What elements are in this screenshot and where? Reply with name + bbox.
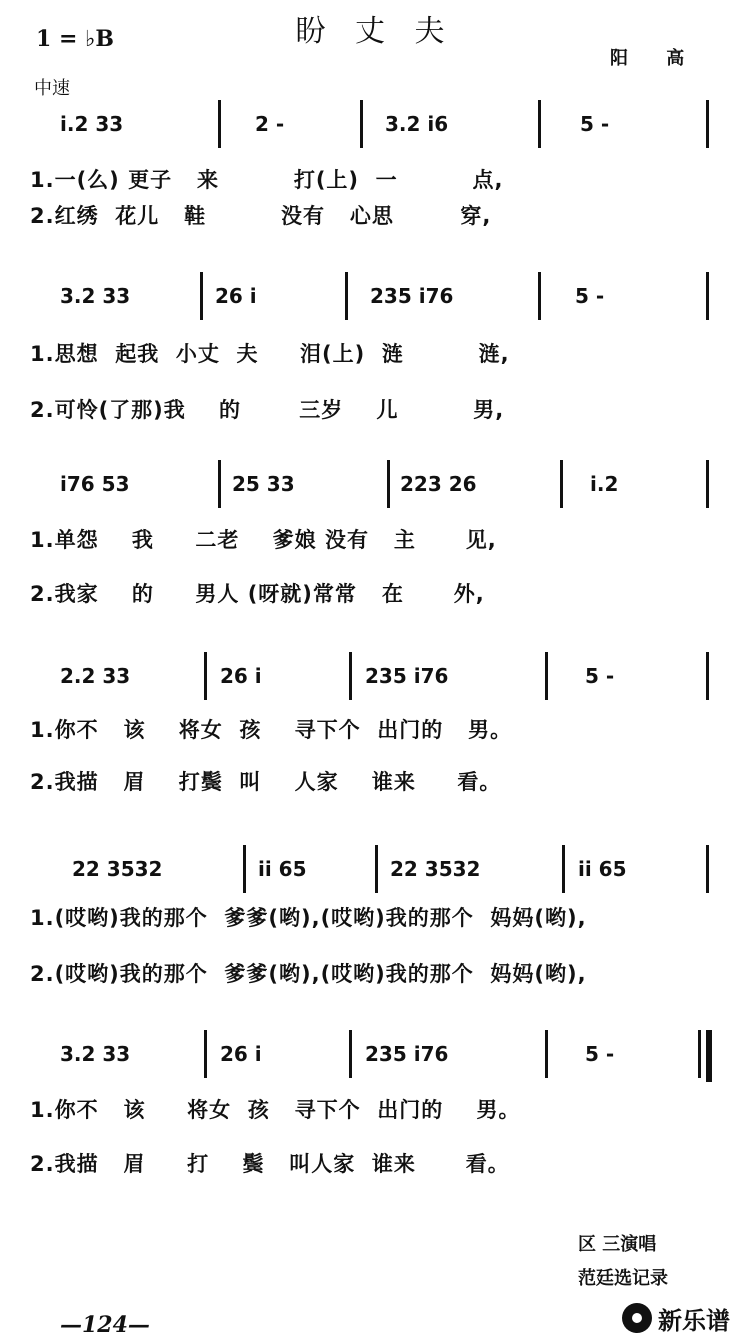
barline xyxy=(538,272,541,320)
barline xyxy=(218,460,221,508)
barline xyxy=(538,100,541,148)
barline xyxy=(200,272,203,320)
measure-1: i76 53 xyxy=(60,472,130,496)
lyric-verse-1: 1.思想 起我 小丈 夫 泪(上) 涟 涟, xyxy=(30,342,510,366)
barline xyxy=(349,652,352,700)
measure-3: 235 i76 xyxy=(365,664,449,688)
measure-4: i.2 xyxy=(590,472,619,496)
measure-2: 2 - xyxy=(255,112,285,136)
barline xyxy=(204,1030,207,1078)
measure-4: 5 - xyxy=(580,112,610,136)
key-signature: 1 = ♭B xyxy=(36,26,115,52)
notation-line xyxy=(0,460,750,520)
measure-1: i.2 33 xyxy=(60,112,124,136)
lyric-verse-2: 2.(哎哟)我的那个 爹爹(哟),(哎哟)我的那个 妈妈(哟), xyxy=(30,962,587,986)
measure-2: 26 i xyxy=(220,664,262,688)
barline xyxy=(345,272,348,320)
barline xyxy=(698,1030,701,1078)
barline xyxy=(706,652,709,700)
barline xyxy=(360,100,363,148)
measure-4: 5 - xyxy=(575,284,605,308)
barline xyxy=(375,845,378,893)
song-origin: 阳 高 xyxy=(610,48,701,69)
measure-4: ii 65 xyxy=(578,857,627,881)
recorder-credit: 范廷选记录 xyxy=(578,1268,668,1289)
song-title: 盼 丈 夫 xyxy=(295,14,455,49)
barline xyxy=(706,460,709,508)
barline xyxy=(706,272,709,320)
lyric-verse-2: 2.可怜(了那)我 的 三岁 儿 男, xyxy=(30,398,505,422)
final-barline xyxy=(706,1030,712,1082)
notation-line xyxy=(0,100,750,160)
measure-3: 235 i76 xyxy=(370,284,454,308)
notation-line xyxy=(0,845,750,905)
barline xyxy=(387,460,390,508)
singer-credit: 区 三演唱 xyxy=(578,1234,657,1255)
lyric-verse-1: 1.(哎哟)我的那个 爹爹(哟),(哎哟)我的那个 妈妈(哟), xyxy=(30,906,587,930)
barline xyxy=(706,845,709,893)
measure-3: 235 i76 xyxy=(365,1042,449,1066)
score-system-4 xyxy=(0,652,750,812)
measure-1: 2.2 33 xyxy=(60,664,131,688)
lyric-verse-2: 2.我描 眉 打 鬓 叫人家 谁来 看。 xyxy=(30,1152,510,1176)
barline xyxy=(218,100,221,148)
measure-2: ii 65 xyxy=(258,857,307,881)
measure-1: 3.2 33 xyxy=(60,284,131,308)
score-system-3 xyxy=(0,460,750,620)
measure-3: 3.2 i6 xyxy=(385,112,449,136)
score-system-5 xyxy=(0,845,750,1005)
lyric-verse-1: 1.一(么) 更子 来 打(上) 一 点, xyxy=(30,168,504,192)
measure-1: 3.2 33 xyxy=(60,1042,131,1066)
lyric-verse-1: 1.你不 该 将女 孩 寻下个 出门的 男。 xyxy=(30,718,513,742)
credits xyxy=(578,1228,668,1296)
measure-1: 22 3532 xyxy=(72,857,163,881)
barline xyxy=(562,845,565,893)
watermark xyxy=(622,1300,730,1336)
barline xyxy=(706,100,709,148)
notation-line xyxy=(0,652,750,712)
barline xyxy=(243,845,246,893)
barline xyxy=(560,460,563,508)
lyric-verse-2: 2.我描 眉 打鬓 叫 人家 谁来 看。 xyxy=(30,770,502,794)
score-system-2 xyxy=(0,272,750,432)
page-number: —124— xyxy=(60,1312,150,1338)
tempo-marking: 中速 xyxy=(34,78,70,99)
measure-3: 22 3532 xyxy=(390,857,481,881)
score-system-6 xyxy=(0,1030,750,1190)
measure-2: 26 i xyxy=(220,1042,262,1066)
measure-4: 5 - xyxy=(585,664,615,688)
barline xyxy=(545,1030,548,1078)
notation-line xyxy=(0,1030,750,1090)
lyric-verse-2: 2.我家 的 男人 (呀就)常常 在 外, xyxy=(30,582,485,606)
barline xyxy=(545,652,548,700)
barline xyxy=(204,652,207,700)
barline xyxy=(349,1030,352,1078)
watermark-text: 新乐谱 xyxy=(658,1306,730,1335)
lyric-verse-2: 2.红绣 花儿 鞋 没有 心思 穿, xyxy=(30,204,492,228)
notation-line xyxy=(0,272,750,332)
lyric-verse-1: 1.你不 该 将女 孩 寻下个 出门的 男。 xyxy=(30,1098,521,1122)
measure-2: 25 33 xyxy=(232,472,295,496)
lyric-verse-1: 1.单怨 我 二老 爹娘 没有 主 见, xyxy=(30,528,497,552)
measure-3: 223 26 xyxy=(400,472,477,496)
measure-2: 26 i xyxy=(215,284,257,308)
score-system-1 xyxy=(0,100,750,300)
measure-4: 5 - xyxy=(585,1042,615,1066)
record-disc-icon xyxy=(622,1303,652,1333)
